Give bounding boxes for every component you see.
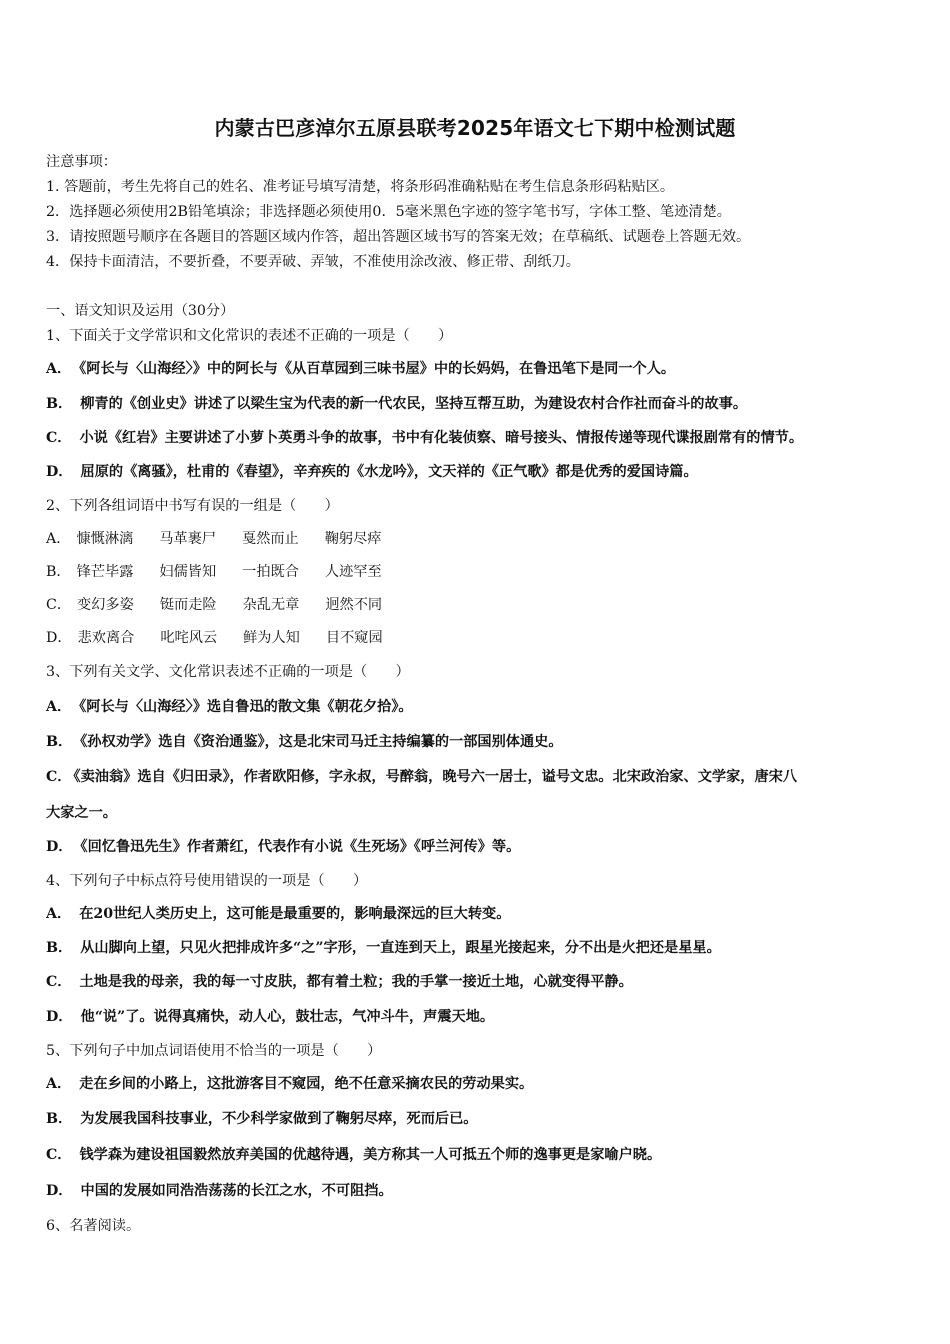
word: 变幻多姿 — [77, 597, 134, 613]
option-label: C． — [46, 974, 72, 990]
option-text: 《阿长与〈山海经〉》选自鲁迅的散文集《朝花夕拾》。 — [79, 699, 413, 715]
notice-item: 4．保持卡面清洁，不要折叠，不要弄破、弄皱，不准使用涂改液、修正带、刮纸刀。 — [46, 254, 580, 270]
question-4-option-a — [46, 904, 510, 924]
option-label: A． — [46, 906, 72, 922]
option-text: 在20世纪人类历史上，这可能是最重要的，影响最深远的巨大转变。 — [79, 906, 511, 922]
word: 戛然而止 — [241, 531, 299, 547]
question-5-option-b — [46, 1109, 477, 1129]
question-4-stem: 4、下列句子中标点符号使用错误的一项是（ ） — [46, 873, 368, 889]
question-5-option-a — [46, 1074, 533, 1094]
word: 目不窥园 — [325, 630, 383, 646]
option-text: 中国的发展如同浩浩荡荡的长江之水，不可阻挡。 — [80, 1183, 393, 1199]
option-label: D． — [46, 1009, 73, 1025]
word: 杂乱无章 — [242, 597, 300, 613]
option-text: 《卖油翁》选自《归田录》，作者欧阳修，字永叔，号醉翁，晚号六一居士，谥号文忠。北宋政治家、文学家，唐宋八 — [73, 769, 798, 785]
option-text: 《阿长与〈山海经〉》中的阿长与《从百草园到三味书屋》中的长妈妈，在鲁迅笔下是同一个人。 — [79, 361, 676, 377]
option-label: D． — [46, 630, 72, 646]
question-3-stem: 3、下列有关文学、文化常识表述不正确的一项是（ ） — [46, 664, 410, 680]
word: 鞠躬尽瘁 — [324, 531, 382, 547]
notice-item: 3．请按照题号顺序在各题目的答题区域内作答，超出答题区域书写的答案无效；在草稿纸、试题卷上答题无效。 — [46, 229, 751, 245]
option-text: 钱学森为建设祖国毅然放弃美国的优越待遇，美方称其一人可抵五个师的逸事更是家喻户晓。 — [79, 1147, 662, 1163]
option-label: C． — [46, 769, 72, 785]
option-text: 为发展我国科技事业，不少科学家做到了鞠躬尽瘁，死而后已。 — [80, 1111, 478, 1127]
option-label: C． — [46, 430, 72, 446]
question-4-option-d — [46, 1007, 494, 1027]
question-2-option-d — [46, 628, 409, 648]
word: 鲜为人知 — [243, 630, 300, 646]
question-6-stem: 6、名著阅读。 — [46, 1218, 141, 1234]
option-text: 《孙权劝学》选自《资治通鉴》，这是北宋司马迁主持编纂的一部国别体通史。 — [80, 734, 563, 750]
option-label: A． — [46, 361, 72, 377]
option-text: 大家之一。 — [46, 805, 117, 821]
question-2-option-c — [46, 595, 408, 615]
option-label: B． — [46, 396, 73, 412]
option-label: C． — [46, 597, 72, 613]
word: 马革裹尸 — [159, 531, 216, 547]
section-heading: 一、语文知识及运用（30分） — [46, 303, 235, 319]
option-label: D． — [46, 839, 73, 855]
question-1-option-b — [46, 394, 747, 414]
word: 悲欢离合 — [77, 630, 135, 646]
option-label: B． — [46, 564, 71, 580]
question-3-option-b — [46, 732, 563, 752]
option-label: B． — [46, 940, 73, 956]
word: 锋芒毕露 — [76, 564, 134, 580]
word: 妇儒皆知 — [159, 564, 217, 580]
question-5-stem: 5、下列句子中加点词语使用不恰当的一项是（ ） — [46, 1043, 382, 1059]
question-3-option-c — [46, 767, 797, 787]
word: 人迹罕至 — [324, 564, 382, 580]
option-text: 《回忆鲁迅先生》作者萧红，代表作有小说《生死场》《呼兰河传》等。 — [80, 839, 521, 855]
question-2-stem: 2、下列各组词语中书写有误的一组是（ ） — [46, 498, 339, 514]
option-label: B． — [46, 1111, 73, 1127]
question-5-option-c — [46, 1145, 661, 1165]
question-1-option-d — [46, 462, 698, 482]
option-label: A． — [46, 699, 72, 715]
option-text: 小说《红岩》主要讲述了小萝卜英勇斗争的故事，书中有化装侦察、暗号接头、情报传递等现代谍报剧常有的情节。 — [79, 430, 804, 446]
option-text: 走在乡间的小路上，这批游客目不窥园，绝不任意采摘农民的劳动果实。 — [79, 1076, 534, 1092]
notice-item: 1. 答题前，考生先将自己的姓名、准考证号填写清楚，将条形码准确粘贴在考生信息条形码粘贴区。 — [46, 179, 675, 195]
option-text: 从山脚向上望，只见火把排成许多“之”字形，一直连到天上，跟星光接起来，分不出是火把还是星星。 — [80, 940, 721, 956]
question-3-option-c-cont — [46, 803, 117, 823]
notice-heading: 注意事项： — [46, 154, 117, 170]
option-label: A． — [46, 1076, 72, 1092]
question-2-option-a — [46, 529, 408, 549]
question-1-option-c — [46, 428, 803, 448]
option-label: D． — [46, 464, 73, 480]
question-5-option-d — [46, 1181, 393, 1201]
word: 铤而走险 — [159, 597, 217, 613]
option-text: 屈原的《离骚》，杜甫的《春望》，辛弃疾的《水龙吟》，文天祥的《正气歌》都是优秀的爱国诗篇。 — [80, 464, 698, 480]
option-text: 土地是我的母亲，我的每一寸皮肤，都有着土粒；我的手掌一接近土地，心就变得平静。 — [79, 974, 633, 990]
option-label: A． — [46, 531, 71, 547]
question-3-option-d — [46, 837, 520, 857]
word: 一拍既合 — [242, 564, 299, 580]
question-3-option-a — [46, 697, 413, 717]
option-text: 他“说”了。说得真痛快，动人心，鼓壮志，气冲斗牛，声震天地。 — [80, 1009, 495, 1025]
question-1-stem: 1、下面关于文学常识和文化常识的表述不正确的一项是（ ） — [46, 328, 453, 344]
question-4-option-c — [46, 972, 633, 992]
question-1-option-a — [46, 359, 675, 379]
page-title: 内蒙古巴彦淖尔五原县联考2025年语文七下期中检测试题 — [214, 116, 736, 140]
word: 叱咤风云 — [160, 630, 218, 646]
word: 迥然不同 — [325, 597, 383, 613]
option-label: D． — [46, 1183, 73, 1199]
option-label: B． — [46, 734, 73, 750]
word: 慷慨淋漓 — [76, 531, 134, 547]
question-2-option-b — [46, 562, 408, 582]
notice-item: 2．选择题必须使用2B铅笔填涂；非选择题必须使用0．5毫米黑色字迹的签字笔书写，字体工整、笔迹清楚。 — [46, 204, 731, 220]
option-text: 柳青的《创业史》讲述了以梁生宝为代表的新一代农民，坚持互帮互助，为建设农村合作社而奋斗的故事。 — [80, 396, 748, 412]
option-label: C． — [46, 1147, 72, 1163]
question-4-option-b — [46, 938, 721, 958]
